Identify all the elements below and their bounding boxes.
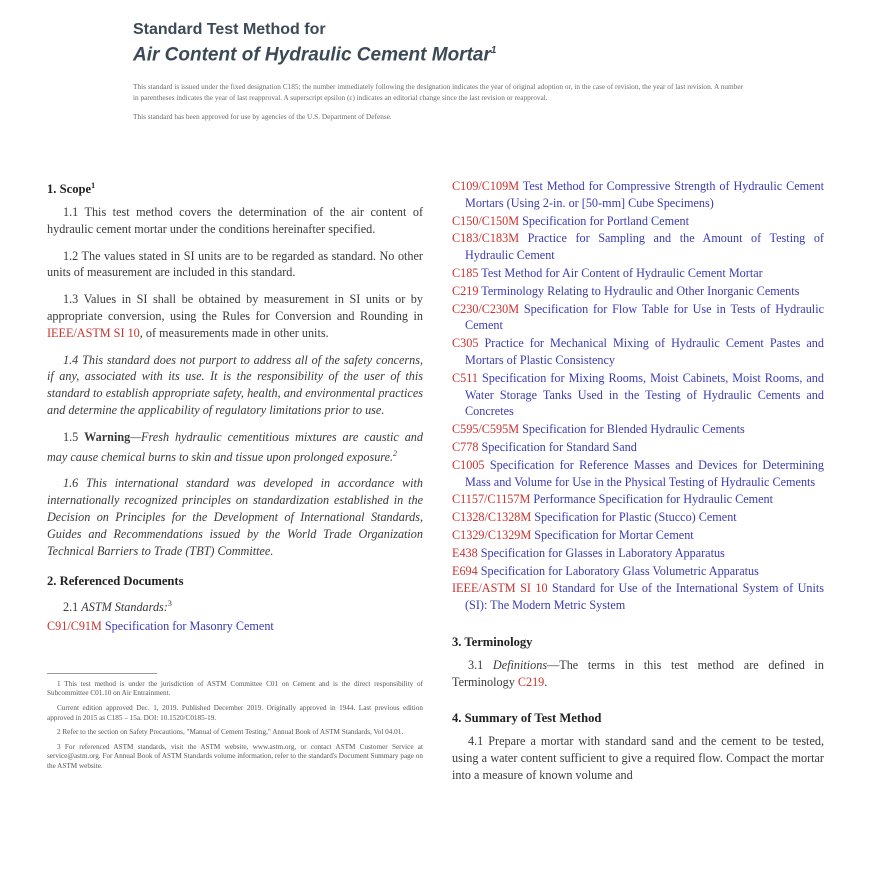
dod-approval-notice: This standard has been approved for use by agencies of the U.S. Department of Defense. [133,112,392,122]
ref-title: Specification for Portland Cement [519,213,689,228]
section-3-heading: 3. Terminology [452,634,533,649]
para-1-6: 1.6 This international standard was developed in accordance with internationally recognized principles on standardization established in the Decision on Principles for the Development of International Standards, Guides and Recommendations issued by the World Trade Organization Technical Barriers to Trade (TBT) Committee. [47,476,423,558]
ref-code: C511 [452,370,478,385]
ref-title: Terminology Relating to Hydraulic and Other Inorganic Cements [478,283,800,298]
ref-code: E694 [452,563,478,578]
ref-code: C595/C595M [452,422,520,437]
ref-code: C109/C109M [452,179,520,193]
ref-item[interactable] [452,580,824,614]
ref-item[interactable] [452,491,824,508]
footnote-3: 3 For referenced ASTM standards, visit the ASTM website, www.astm.org, or contact ASTM Customer Service at service@astm.org. For Annual Book of ASTM Standards volume information, refer to the standard's Document Summary page on the ASTM website. [47,742,423,770]
referenced-standards-list [452,178,824,614]
ref-item-c91[interactable]: C91/C91M Specification for Masonry Cement [47,619,274,634]
para-1-5: 1.5 Warning—Fresh hydraulic cementitious mixtures are caustic and may cause chemical burns to skin and tissue upon prolonged exposure.$^2$ [47,429,423,464]
ref-title: Practice for Sampling and the Amount of Testing of Hydraulic Cement [465,231,824,263]
ref-code: C305 [452,336,479,351]
ref-code: C219 [452,283,479,298]
ref-code: C183/C183M [452,231,520,246]
ref-item[interactable] [452,457,824,491]
footnote-divider [47,673,157,674]
ref-item[interactable] [452,527,824,544]
ref-link-c219[interactable]: C219 [517,674,545,689]
ref-title: Standard for Use of the International System of Units (SI): The Modern Metric System [465,581,824,613]
ref-item[interactable] [452,265,824,282]
title-line-2 [133,40,753,66]
footnote-2: 2 Refer to the section on Safety Precautions, "Manual of Cement Testing," Annual Book of ASTM Standards, Vol 04.01. [57,728,404,737]
para-2-1: 2.1 ASTM Standards:$^3$ [63,599,172,615]
ref-code: C1329/C1329M [452,527,532,542]
para-4-1: 4.1 Prepare a mortar with standard sand and the cement to be tested, using a water content sufficient to give a required flow. Compact the mortar into a measure of known volume and [452,734,824,782]
ref-item[interactable] [452,301,824,335]
ref-title: Specification for Flow Table for Use in Tests of Hydraulic Cement [465,301,824,333]
ref-item[interactable] [452,370,824,420]
ref-item[interactable] [452,178,824,212]
ref-code: C1005 [452,457,485,472]
ref-title: Specification for Reference Masses and Devices for Determining Mass and Volume for Use in the Physical Testing of Hydraulic Cements [465,457,824,489]
ref-code: IEEE/ASTM SI 10 [452,581,548,596]
left-column [47,178,423,777]
ref-title: Specification for Blended Hydraulic Cements [519,422,745,437]
document-header [133,20,753,122]
ref-title: Specification for Plastic (Stucco) Cement [531,510,737,525]
para-3-1: 3.1 Definitions—The terms in this test method are defined in Terminology C219. [452,657,824,689]
ref-title: Specification for Mixing Rooms, Moist Cabinets, Moist Rooms, and Water Storage Tanks Used in the Testing of Hydraulic Cements and Concretes [465,370,824,419]
ref-item[interactable] [452,563,824,580]
designation-notice: This standard is issued under the fixed designation C185; the number immediately following the designation indicates the year of original adoption or, in the case of revision, the year of last revision. A number in parentheses indicates the year of last reapproval. A superscript epsilon (ε) indicates an editorial change since the last revision or reapproval. [133,82,743,102]
ref-item[interactable] [452,509,824,526]
ref-item[interactable] [452,545,824,562]
ref-item[interactable] [452,335,824,369]
para-1-2: 1.2 The values stated in SI units are to be regarded as standard. No other units of measurement are included in this standard. [47,248,423,280]
ref-title: Practice for Mechanical Mixing of Hydraulic Cement Pastes and Mortars of Plastic Consistency [465,336,824,367]
section-1-heading: 1. Scope$^1$ [47,181,96,197]
para-1-4: 1.4 This standard does not purport to address all of the safety concerns, if any, associated with its use. It is the responsibility of the user of this standard to establish appropriate safety, health, and environmental practices and determine the applicability of regulatory limitations prior to use. [47,352,423,417]
footnote-1: 1 This test method is under the jurisdiction of ASTM Committee C01 on Cement and is the direct responsibility of Subcommittee C01.10 on Air Entrainment. [47,679,423,698]
section-2-heading: 2. Referenced Documents [47,574,184,589]
ref-title: Specification for Standard Sand [478,439,637,454]
ref-code: C230/C230M [452,301,520,316]
ref-title: Specification for Glasses in Laboratory Apparatus [477,545,725,560]
ref-title: Test Method for Compressive Strength of Hydraulic Cement Mortars (Using 2-in. or [50-mm] Cube Specimens) [465,179,824,210]
ref-item[interactable] [452,283,824,300]
section-4-heading: 4. Summary of Test Method [452,711,602,726]
ref-item[interactable] [452,439,824,456]
ref-code: C778 [452,439,479,454]
footnote-1b: Current edition approved Dec. 1, 2019. Published December 2019. Originally approved in 1944. Last previous edition approved in 2015 as C185 – 15a. DOI: 10.1520/C0185-19. [47,704,423,722]
ref-item[interactable] [452,213,824,230]
title-text: Air Content of Hydraulic Cement Mortar [133,44,491,66]
ref-title: Specification for Mortar Cement [531,527,694,542]
ref-code: C150/C150M [452,213,520,228]
ref-title: Specification for Laboratory Glass Volumetric Apparatus [477,563,759,578]
title-footnote-ref: 1 [490,45,497,56]
ref-code: E438 [452,545,478,560]
ref-code: C1157/C1157M [452,492,531,507]
para-1-3: 1.3 Values in SI shall be obtained by measurement in SI units or by appropriate conversion, using the Rules for Conversion and Rounding in IEEE/ASTM SI 10, of measurements made in other units. [47,292,423,340]
ref-item[interactable] [452,230,824,264]
ref-code: C1328/C1328M [452,510,532,525]
ref-title: Test Method for Air Content of Hydraulic Cement Mortar [478,265,763,280]
ref-item[interactable] [452,421,824,438]
ref-link-si10[interactable]: IEEE/ASTM SI 10 [47,325,140,340]
right-column [452,178,824,794]
para-1-1: 1.1 This test method covers the determination of the air content of hydraulic cement mortar under the conditions hereinafter specified. [47,204,423,236]
ref-code: C185 [452,265,479,280]
title-line-1: Standard Test Method for [133,21,326,38]
ref-title: Performance Specification for Hydraulic Cement [530,492,773,507]
